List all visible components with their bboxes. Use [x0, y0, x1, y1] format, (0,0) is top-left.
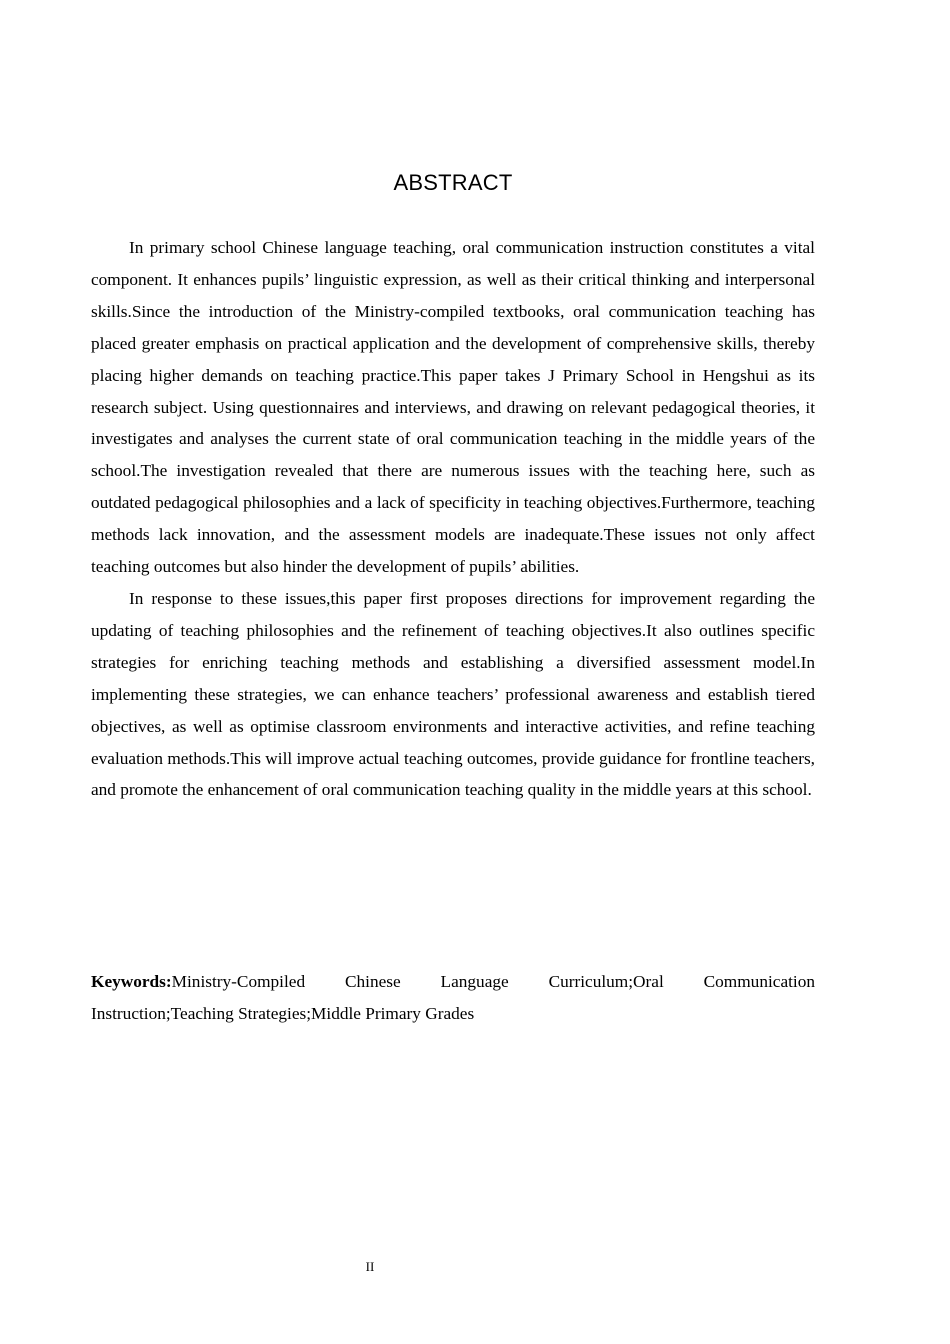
keywords-label: Keywords: — [91, 972, 172, 991]
page-number: II — [365, 1259, 375, 1274]
keywords-line — [91, 966, 815, 1030]
keywords-text: Ministry-Compiled Chinese Language Curriculum;Oral Communication Instruction;Teaching Strategies;Middle Primary Grades — [91, 972, 815, 1023]
abstract-paragraph-1: In primary school Chinese language teaching, oral communication instruction constitutes a vital component. It enhances pupils’ linguistic expression, as well as their critical thinking and interpersonal skills.Since the introduction of the Ministry-compiled textbooks, oral communication teaching has placed greater emphasis on practical application and the development of comprehensive skills, thereby placing higher demands on teaching practice.This paper takes J Primary School in Hengshui as its research subject. Using questionnaires and interviews, and drawing on relevant pedagogical theories, it investigates and analyses the current state of oral communication teaching in the middle years of the school.The investigation revealed that there are numerous issues with the teaching here, such as outdated pedagogical philosophies and a lack of specificity in teaching objectives.Furthermore, teaching methods lack innovation, and the assessment models are inadequate.These issues not only affect teaching outcomes but also hinder the development of pupils’ abilities. — [91, 238, 815, 577]
abstract-title: ABSTRACT — [393, 170, 513, 195]
abstract-body — [91, 232, 815, 806]
abstract-paragraph-2: In response to these issues,this paper first proposes directions for improvement regarding the updating of teaching philosophies and the refinement of teaching objectives.It also outlines specific strategies for enriching teaching methods and establishing a diversified assessment model.In implementing these strategies, we can enhance teachers’ professional awareness and establish tiered objectives, as well as optimise classroom environments and interactive activities, and refine teaching evaluation methods.This will improve actual teaching outcomes, provide guidance for frontline teachers, and promote the enhancement of oral communication teaching quality in the middle years at this school. — [91, 588, 815, 800]
